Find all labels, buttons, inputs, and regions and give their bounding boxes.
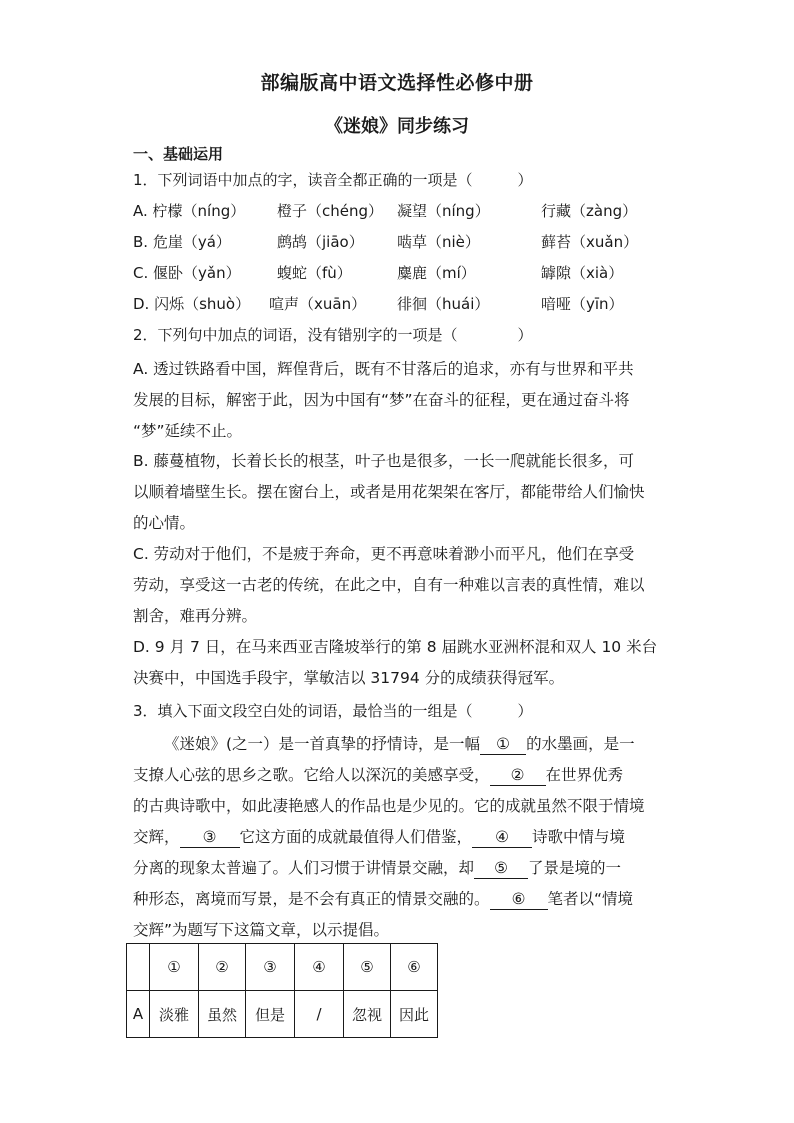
q1-option-b-word1: B. 危崖（yá） — [133, 233, 231, 251]
blank-1: ① — [480, 734, 526, 755]
table-cell: 但是 — [246, 991, 295, 1038]
q1-option-a-word2: 橙子（chéng） — [277, 202, 384, 220]
table-cell — [127, 944, 150, 991]
blank-4: ④ — [472, 827, 532, 848]
passage-text: 种形态，离境而写景，是不会有真正的情景交融的。 — [133, 890, 490, 908]
q1-option-a-word4: 行藏（zàng） — [541, 202, 638, 220]
q1-option-c-word2: 蝮蛇（fù） — [277, 264, 352, 282]
page-subtitle: 《迷娘》同步练习 — [325, 116, 469, 137]
table-cell: ④ — [295, 944, 344, 991]
blank-6: ⑥ — [490, 889, 548, 910]
q1-option-c-word4: 罅隙（xià） — [541, 264, 624, 282]
answer-options-table — [126, 943, 438, 1038]
q1-option-d-word1: D. 闪烁（shuò） — [133, 295, 251, 313]
passage-line-3: 的古典诗歌中，如此凄艳感人的作品也是少见的。它的成就虽然不限于情境 — [133, 797, 645, 815]
passage-text: 诗歌中情与境 — [532, 828, 626, 846]
section-heading: 一、基础运用 — [133, 145, 224, 163]
passage-text: 《迷娘》(之一）是一首真挚的抒情诗，是一幅 — [164, 735, 481, 753]
page-title: 部编版高中语文选择性必修中册 — [260, 72, 534, 94]
q2-option-c-line: 劳动，享受这一古老的传统，在此之中，自有一种难以言表的真性情，难以 — [133, 576, 645, 594]
q2-option-a-line: “梦”延续不止。 — [133, 422, 243, 440]
passage-text: 了景是境的一 — [528, 859, 622, 877]
table-cell: ② — [199, 944, 246, 991]
q2-option-b-line: B. 藤蔓植物，长着长长的根茎，叶子也是很多，一长一爬就能长很多，可 — [133, 452, 634, 470]
q2-option-a-line: 发展的目标，解密于此，因为中国有“梦”在奋斗的征程，更在通过奋斗将 — [133, 391, 630, 409]
q2-option-d-line: D. 9 月 7 日，在马来西亚吉隆坡举行的第 8 届跳水亚洲杯混和双人 10 米台 — [133, 638, 658, 656]
passage-text: 的水墨画，是一 — [526, 735, 635, 753]
table-cell: 淡雅 — [150, 991, 199, 1038]
table-cell: 因此 — [391, 991, 438, 1038]
q2-option-a-line: A. 透过铁路看中国，辉偟背后，既有不甘落后的追求，亦有与世界和平共 — [133, 360, 634, 378]
passage-line-4 — [133, 822, 663, 853]
table-row — [127, 991, 438, 1038]
passage-line-2 — [133, 760, 663, 791]
q3-passage — [133, 729, 663, 946]
table-cell: ③ — [246, 944, 295, 991]
passage-line-1 — [133, 729, 663, 760]
table-cell: 虽然 — [199, 991, 246, 1038]
q1-option-d-word2: 喧声（xuān） — [269, 295, 367, 313]
table-cell: ① — [150, 944, 199, 991]
q1-option-d-word3: 徘徊（huái） — [397, 295, 490, 313]
table-cell: 忽视 — [344, 991, 391, 1038]
q1-option-a-word3: 凝望（níng） — [397, 202, 490, 220]
passage-line-7: 交辉”为题写下这篇文章，以示提倡。 — [133, 921, 390, 939]
passage-text: 支撩人心弦的思乡之歌。它给人以深沉的美感享受， — [133, 766, 490, 784]
table-cell: A — [127, 991, 150, 1038]
blank-5: ⑤ — [474, 858, 528, 879]
q2-option-c-line: C. 劳动对于他们，不是疲于奔命，更不再意味着渺小而平凡，他们在享受 — [133, 545, 635, 563]
q1-option-c-word1: C. 偃卧（yǎn） — [133, 264, 241, 282]
passage-text: 分离的现象太普遍了。人们习惯于讲情景交融，却 — [133, 859, 475, 877]
passage-text: 笔者以“情境 — [547, 890, 634, 908]
q1-option-b-word2: 鹧鸪（jiāo） — [277, 233, 364, 251]
q2-option-c-line: 割舍，难再分辨。 — [133, 607, 258, 625]
q2-option-c — [133, 539, 663, 632]
q1-option-b-word3: 啮草（niè） — [397, 233, 480, 251]
q2-option-a — [133, 354, 663, 447]
passage-line-6 — [133, 884, 663, 915]
passage-line-5 — [133, 853, 663, 884]
table-cell: ⑤ — [344, 944, 391, 991]
table-cell: / — [295, 991, 344, 1038]
question-1-stem: 1．下列词语中加点的字，读音全都正确的一项是（ ） — [133, 171, 533, 189]
blank-3: ③ — [180, 827, 240, 848]
blank-2: ② — [490, 765, 546, 786]
table-cell: ⑥ — [391, 944, 438, 991]
q2-option-d-line: 决赛中，中国选手段宇，掌敏洁以 31794 分的成绩获得冠军。 — [133, 669, 565, 687]
q2-option-d — [133, 632, 663, 694]
q1-option-a-word1: A. 柠檬（níng） — [133, 202, 246, 220]
q2-option-b-line: 的心情。 — [133, 514, 196, 532]
passage-text: 它这方面的成就最值得人们借鉴， — [239, 828, 473, 846]
passage-text: 在世界优秀 — [545, 766, 624, 784]
q2-option-b — [133, 446, 663, 539]
passage-text: 交辉， — [133, 828, 180, 846]
question-3-stem: 3．填入下面文段空白处的词语，最恰当的一组是（ ） — [133, 702, 533, 720]
question-2-stem: 2．下列句中加点的词语，没有错别字的一项是（ ） — [133, 326, 533, 344]
table-header-row — [127, 944, 438, 991]
q1-option-b-word4: 藓苔（xuǎn） — [541, 233, 639, 251]
q2-option-b-line: 以顺着墙壁生长。摆在窗台上，或者是用花架架在客厅，都能带给人们愉快 — [133, 483, 645, 501]
q1-option-c-word3: 麋鹿（mí） — [397, 264, 476, 282]
q1-option-d-word4: 喑哑（yīn） — [541, 295, 624, 313]
